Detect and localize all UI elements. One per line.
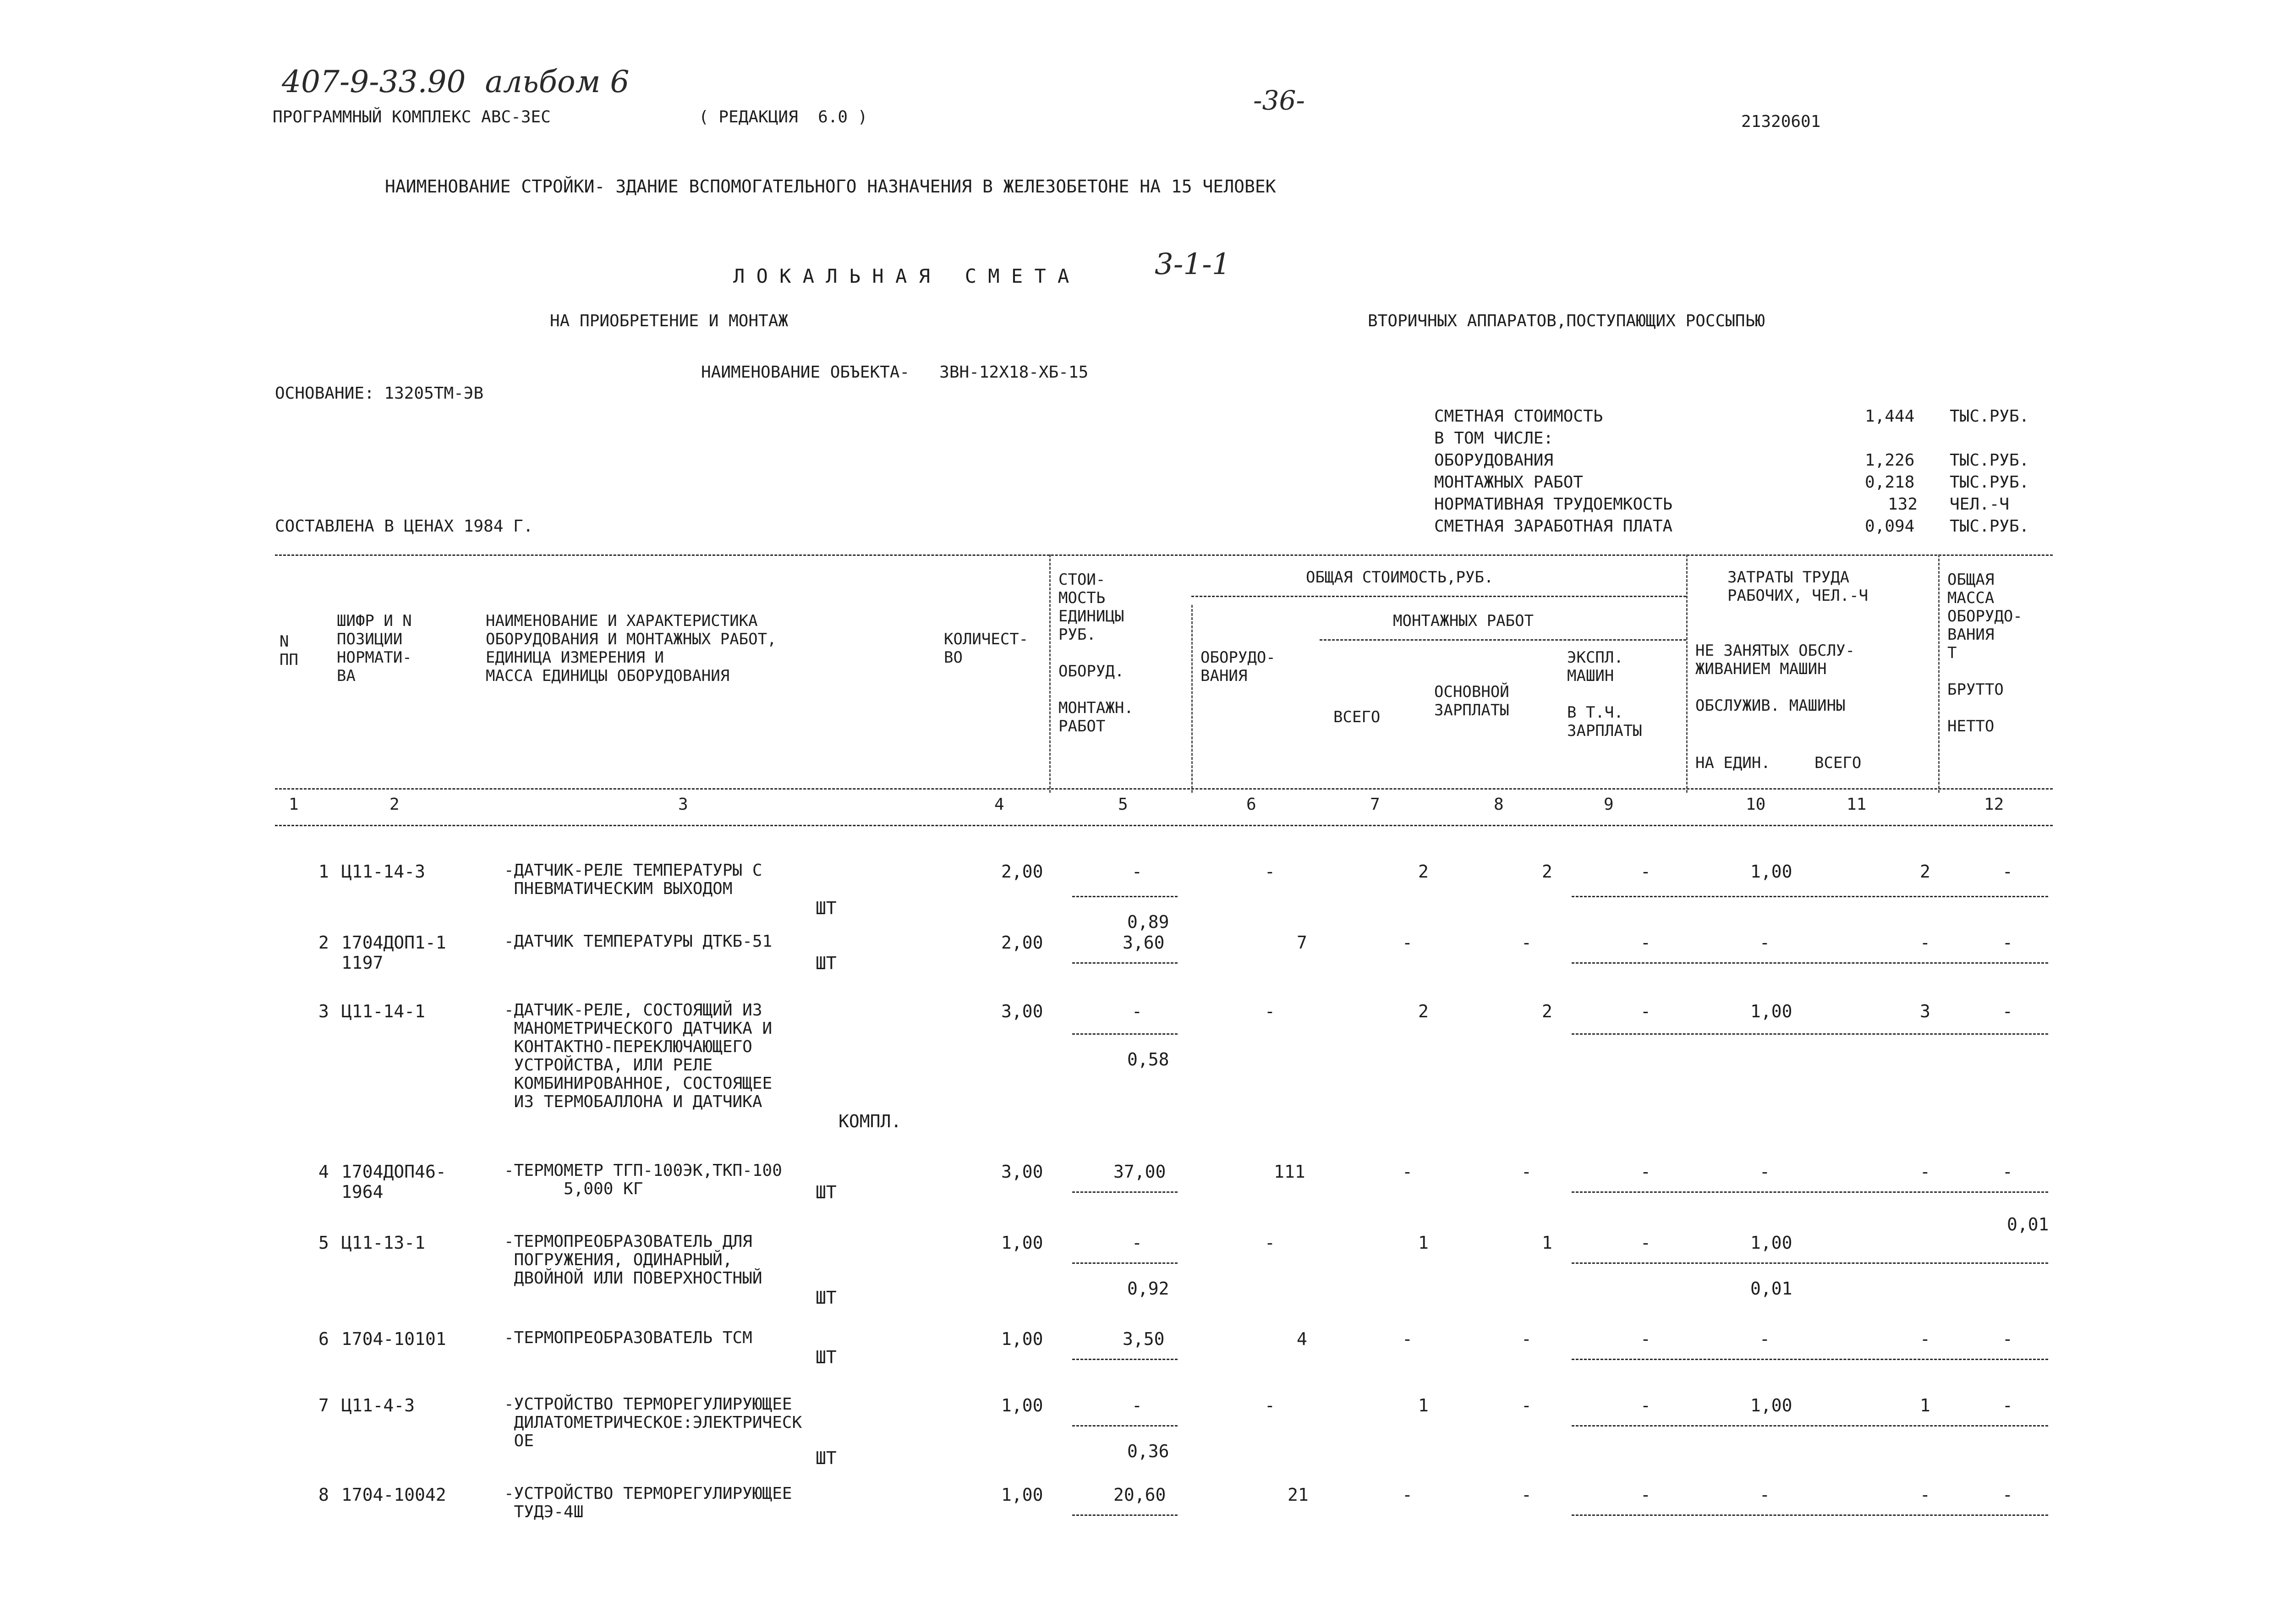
row-machines: - xyxy=(1640,1001,1651,1021)
row-description: -ТЕРМОМЕТР ТГП-100ЭК,ТКП-100 5,000 КГ xyxy=(504,1161,782,1198)
row-machines: - xyxy=(1640,1329,1651,1349)
row-machines: - xyxy=(1640,1233,1651,1253)
header-col-total: ВСЕГО xyxy=(1333,708,1381,726)
row-code: 1704-10042 xyxy=(341,1485,446,1505)
row-mass: - xyxy=(2002,933,2013,953)
row-number: 5 xyxy=(318,1233,329,1253)
divider xyxy=(1072,1514,1178,1516)
row-price-equipment: 20,60 xyxy=(1113,1485,1166,1505)
row-equipment-total: - xyxy=(1265,1233,1275,1253)
row-code: Ц11-14-1 xyxy=(341,1001,426,1021)
divider xyxy=(275,788,2053,790)
divider xyxy=(1938,554,1940,793)
row-price-mounting: 0,89 xyxy=(1127,912,1169,932)
row-equipment-total: - xyxy=(1265,861,1275,882)
column-number: 8 xyxy=(1494,795,1504,814)
row-machines: - xyxy=(1640,933,1651,953)
header-col-mass: ОБЩАЯ МАССА ОБОРУДО- ВАНИЯ Т БРУТТО НЕТТО xyxy=(1947,571,2022,735)
header-col-code: ШИФР И N ПОЗИЦИИ НОРМАТИ- ВА xyxy=(337,612,412,685)
program-name: ПРОГРАММНЫЙ КОМПЛЕКС АВС-3ЕС xyxy=(273,108,551,126)
row-mounting-total: - xyxy=(1402,1162,1413,1182)
row-description: -ДАТЧИК-РЕЛЕ ТЕМПЕРАТУРЫ С ПНЕВМАТИЧЕСКИМ ВЫХОДОМ xyxy=(504,861,762,898)
subtitle-right: ВТОРИЧНЫХ АППАРАТОВ,ПОСТУПАЮЩИХ РОССЫПЬЮ xyxy=(1368,312,1765,330)
divider xyxy=(1072,1262,1178,1264)
row-labor-total: - xyxy=(1920,1485,1930,1505)
row-unit: ШТ xyxy=(816,898,837,918)
summary-value: 0,094 xyxy=(1865,517,1915,536)
row-mass: - xyxy=(2002,1162,2013,1182)
column-number: 11 xyxy=(1847,795,1867,814)
row-number: 3 xyxy=(318,1001,329,1021)
row-unit: ШТ xyxy=(816,1288,837,1308)
basis: ОСНОВАНИЕ: 13205ТМ-ЭВ xyxy=(275,384,484,403)
divider xyxy=(1572,1262,2048,1264)
row-description: -УСТРОЙСТВО ТЕРМОРЕГУЛИРУЮЩЕЕ ДИЛАТОМЕТРИЧЕСКОЕ:ЭЛЕКТРИЧЕСК ОЕ xyxy=(504,1395,802,1450)
summary-label: НОРМАТИВНАЯ ТРУДОЕМКОСТЬ xyxy=(1434,495,1673,514)
divider xyxy=(1572,896,2048,897)
row-unit: КОМПЛ. xyxy=(839,1111,902,1131)
row-price-mounting: 0,58 xyxy=(1127,1049,1169,1070)
row-quantity: 1,00 xyxy=(1001,1485,1043,1505)
document-id: 21320601 xyxy=(1741,112,1821,131)
row-mounting-total: - xyxy=(1402,933,1413,953)
row-price-equipment: - xyxy=(1132,1233,1142,1253)
header-col-number: N ПП xyxy=(280,632,298,669)
row-description: -ТЕРМОПРЕОБРАЗОВАТЕЛЬ ТСМ xyxy=(504,1328,752,1347)
summary-unit: ТЫС.РУБ. xyxy=(1950,517,2029,536)
row-labor-total: 1 xyxy=(1920,1395,1930,1416)
row-labor-per-unit: 1,00 xyxy=(1750,1001,1792,1021)
row-price-equipment: - xyxy=(1132,1001,1142,1021)
column-number: 4 xyxy=(994,795,1004,814)
row-number: 4 xyxy=(318,1162,329,1182)
divider xyxy=(1072,896,1178,897)
row-labor-total: 2 xyxy=(1920,861,1930,882)
row-mass: - xyxy=(2002,1485,2013,1505)
header-col-quantity: КОЛИЧЕСТ- ВО xyxy=(944,630,1029,667)
column-number: 3 xyxy=(678,795,688,814)
row-mass: - xyxy=(2002,1001,2013,1021)
header-mounting: МОНТАЖНЫХ РАБОТ xyxy=(1393,612,1534,630)
row-salary: 2 xyxy=(1542,1001,1552,1021)
row-equipment-total: 21 xyxy=(1288,1485,1309,1505)
column-number: 5 xyxy=(1118,795,1128,814)
summary-label: ОБОРУДОВАНИЯ xyxy=(1434,451,1554,470)
summary-label: СМЕТНАЯ ЗАРАБОТНАЯ ПЛАТА xyxy=(1434,517,1673,536)
program-edition: ( РЕДАКЦИЯ 6.0 ) xyxy=(699,108,868,126)
summary-label: МОНТАЖНЫХ РАБОТ xyxy=(1434,473,1584,492)
row-mounting-total: 2 xyxy=(1418,1001,1429,1021)
row-machines: - xyxy=(1640,1395,1651,1416)
divider xyxy=(1572,962,2048,964)
row-price-mounting: 0,92 xyxy=(1127,1278,1169,1299)
handwritten-estimate-number: 3-1-1 xyxy=(1155,247,1231,281)
row-salary: - xyxy=(1521,1395,1532,1416)
row-price-mounting: 0,36 xyxy=(1127,1441,1169,1461)
row-salary: - xyxy=(1521,933,1532,953)
divider xyxy=(1320,639,1686,641)
row-salary: - xyxy=(1521,1329,1532,1349)
summary-value: 1,444 xyxy=(1865,407,1915,426)
column-number: 1 xyxy=(289,795,299,814)
divider xyxy=(1572,1425,2048,1426)
row-description: -ДАТЧИК ТЕМПЕРАТУРЫ ДТКБ-51 xyxy=(504,932,773,951)
row-mounting-total: 1 xyxy=(1418,1395,1429,1416)
row-mounting-total: - xyxy=(1402,1329,1413,1349)
header-col-equipment: ОБОРУДО- ВАНИЯ xyxy=(1200,648,1276,685)
divider xyxy=(1072,1191,1178,1193)
row-quantity: 1,00 xyxy=(1001,1395,1043,1416)
building-name: НАИМЕНОВАНИЕ СТРОЙКИ- ЗДАНИЕ ВСПОМОГАТЕЛЬНОГО НАЗНАЧЕНИЯ В ЖЕЛЕЗОБЕТОНЕ НА 15 ЧЕЛОВЕК xyxy=(385,176,1276,197)
divider xyxy=(1572,1359,2048,1360)
summary-unit: ТЫС.РУБ. xyxy=(1950,473,2029,492)
row-machines: - xyxy=(1640,861,1651,882)
header-col-description: НАИМЕНОВАНИЕ И ХАРАКТЕРИСТИКА ОБОРУДОВАНИЯ И МОНТАЖНЫХ РАБОТ, ЕДИНИЦА ИЗМЕРЕНИЯ И МАССА ЕДИНИЦЫ ОБОРУДОВАНИЯ xyxy=(486,612,777,685)
row-labor-total: - xyxy=(1920,933,1930,953)
row-equipment-total: 111 xyxy=(1274,1162,1305,1182)
summary-label: В ТОМ ЧИСЛЕ: xyxy=(1434,429,1554,448)
estimate-title: Л О К А Л Ь Н А Я С М Е Т А xyxy=(733,265,1069,287)
row-salary: 1 xyxy=(1542,1233,1552,1253)
summary-value: 132 xyxy=(1888,495,1918,514)
column-number: 10 xyxy=(1746,795,1766,814)
row-code: 1704ДОП1-1 1197 xyxy=(341,933,446,973)
header-col-machines: ЭКСПЛ. МАШИН В Т.Ч. ЗАРПЛАТЫ xyxy=(1567,648,1642,740)
divider xyxy=(1072,962,1178,964)
object-name: НАИМЕНОВАНИЕ ОБЪЕКТА- ЗВН-12Х18-ХБ-15 xyxy=(701,363,1089,382)
row-unit: ШТ xyxy=(816,1182,837,1202)
summary-value: 1,226 xyxy=(1865,451,1915,470)
row-salary: - xyxy=(1521,1162,1532,1182)
row-equipment-total: - xyxy=(1265,1395,1275,1416)
row-mass: - xyxy=(2002,861,2013,882)
prices-year: СОСТАВЛЕНА В ЦЕНАХ 1984 Г. xyxy=(275,517,533,536)
divider xyxy=(1072,1425,1178,1426)
summary-label: СМЕТНАЯ СТОИМОСТЬ xyxy=(1434,407,1603,426)
row-salary: 2 xyxy=(1542,861,1552,882)
column-number: 9 xyxy=(1604,795,1614,814)
row-machines: - xyxy=(1640,1485,1651,1505)
row-labor-total: - xyxy=(1920,1329,1930,1349)
row-code: Ц11-4-3 xyxy=(341,1395,415,1416)
row-code: 1704ДОП46- 1964 xyxy=(341,1162,446,1202)
divider xyxy=(1191,596,1686,597)
divider xyxy=(1572,1033,2048,1035)
row-code: Ц11-13-1 xyxy=(341,1233,426,1253)
divider xyxy=(1686,554,1688,793)
row-quantity: 3,00 xyxy=(1001,1001,1043,1021)
divider xyxy=(1072,1033,1178,1035)
divider xyxy=(1049,554,1051,793)
row-machines: - xyxy=(1640,1162,1651,1182)
row-labor-total: - xyxy=(1920,1162,1930,1182)
handwritten-page-number: -36- xyxy=(1253,85,1305,116)
row-number: 8 xyxy=(318,1485,329,1505)
column-number: 2 xyxy=(389,795,400,814)
row-mass: 0,01 xyxy=(2007,1214,2049,1234)
header-col-unit-price: СТОИ- МОСТЬ ЕДИНИЦЫ РУБ. ОБОРУД. МОНТАЖН. РАБОТ xyxy=(1058,571,1134,735)
divider xyxy=(1072,1359,1178,1360)
row-quantity: 2,00 xyxy=(1001,933,1043,953)
row-number: 6 xyxy=(318,1329,329,1349)
row-mass: - xyxy=(2002,1395,2013,1416)
row-equipment-total: 4 xyxy=(1297,1329,1307,1349)
row-description: -УСТРОЙСТВО ТЕРМОРЕГУЛИРУЮЩЕЕ ТУДЭ-4Ш xyxy=(504,1484,792,1521)
subtitle-left: НА ПРИОБРЕТЕНИЕ И МОНТАЖ xyxy=(550,312,789,330)
row-code: Ц11-14-3 xyxy=(341,861,426,882)
row-price-equipment: - xyxy=(1132,1395,1142,1416)
row-description: -ТЕРМОПРЕОБРАЗОВАТЕЛЬ ДЛЯ ПОГРУЖЕНИЯ, ОДИНАРНЫЙ, ДВОЙНОЙ ИЛИ ПОВЕРХНОСТНЫЙ xyxy=(504,1232,762,1288)
row-labor-total: 0,01 xyxy=(1750,1278,1792,1299)
row-mass: - xyxy=(2002,1329,2013,1349)
row-number: 1 xyxy=(318,861,329,882)
summary-unit: ЧЕЛ.-Ч xyxy=(1950,495,2010,514)
row-labor-per-unit: - xyxy=(1759,1485,1770,1505)
row-code: 1704-10101 xyxy=(341,1329,446,1349)
summary-unit: ТЫС.РУБ. xyxy=(1950,407,2029,426)
row-labor-per-unit: 1,00 xyxy=(1750,861,1792,882)
column-number: 7 xyxy=(1370,795,1380,814)
row-quantity: 1,00 xyxy=(1001,1329,1043,1349)
row-mounting-total: 1 xyxy=(1418,1233,1429,1253)
header-labor: ЗАТРАТЫ ТРУДА РАБОЧИХ, ЧЕЛ.-Ч xyxy=(1727,568,1869,605)
summary-unit: ТЫС.РУБ. xyxy=(1950,451,2029,470)
row-price-equipment: 3,60 xyxy=(1123,933,1165,953)
row-equipment-total: - xyxy=(1265,1001,1275,1021)
row-quantity: 3,00 xyxy=(1001,1162,1043,1182)
header-col-labor-total: ВСЕГО xyxy=(1814,754,1862,772)
row-quantity: 1,00 xyxy=(1001,1233,1043,1253)
row-unit: ШТ xyxy=(816,953,837,973)
header-col-salary: ОСНОВНОЙ ЗАРПЛАТЫ xyxy=(1434,683,1509,719)
divider xyxy=(275,825,2053,826)
divider xyxy=(1572,1514,2048,1516)
column-number: 6 xyxy=(1246,795,1256,814)
header-col-per-unit: НА ЕДИН. xyxy=(1695,754,1770,772)
header-total-cost: ОБЩАЯ СТОИМОСТЬ,РУБ. xyxy=(1306,568,1494,587)
divider xyxy=(275,554,2053,556)
row-labor-per-unit: - xyxy=(1759,933,1770,953)
row-price-equipment: 3,50 xyxy=(1123,1329,1165,1349)
row-labor-per-unit: 1,00 xyxy=(1750,1395,1792,1416)
row-labor-total: 3 xyxy=(1920,1001,1930,1021)
row-unit: ШТ xyxy=(816,1448,837,1468)
row-labor-per-unit: 1,00 xyxy=(1750,1233,1792,1253)
handwritten-album-code: 407-9-33.90 альбом 6 xyxy=(282,64,630,99)
row-number: 7 xyxy=(318,1395,329,1416)
row-price-equipment: - xyxy=(1132,861,1142,882)
row-unit: ШТ xyxy=(816,1347,837,1367)
column-number: 12 xyxy=(1984,795,2004,814)
row-description: -ДАТЧИК-РЕЛЕ, СОСТОЯЩИЙ ИЗ МАНОМЕТРИЧЕСКОГО ДАТЧИКА И КОНТАКТНО-ПЕРЕКЛЮЧАЮЩЕГО УСТРОЙСТВА, ИЛИ РЕЛЕ КОМБИНИРОВАННОЕ, СОСТОЯЩЕЕ ИЗ ТЕРМОБАЛЛОНА И ДАТЧИКА xyxy=(504,1001,773,1111)
row-equipment-total: 7 xyxy=(1297,933,1307,953)
header-labor-sub: НЕ ЗАНЯТЫХ ОБСЛУ- ЖИВАНИЕМ МАШИН ОБСЛУЖИВ. МАШИНЫ xyxy=(1695,642,1855,715)
divider xyxy=(1191,605,1193,793)
row-quantity: 2,00 xyxy=(1001,861,1043,882)
divider xyxy=(1572,1191,2048,1193)
row-labor-per-unit: - xyxy=(1759,1162,1770,1182)
row-salary: - xyxy=(1521,1485,1532,1505)
row-mounting-total: - xyxy=(1402,1485,1413,1505)
row-price-equipment: 37,00 xyxy=(1113,1162,1166,1182)
row-mounting-total: 2 xyxy=(1418,861,1429,882)
summary-value: 0,218 xyxy=(1865,473,1915,492)
row-labor-per-unit: - xyxy=(1759,1329,1770,1349)
row-number: 2 xyxy=(318,933,329,953)
